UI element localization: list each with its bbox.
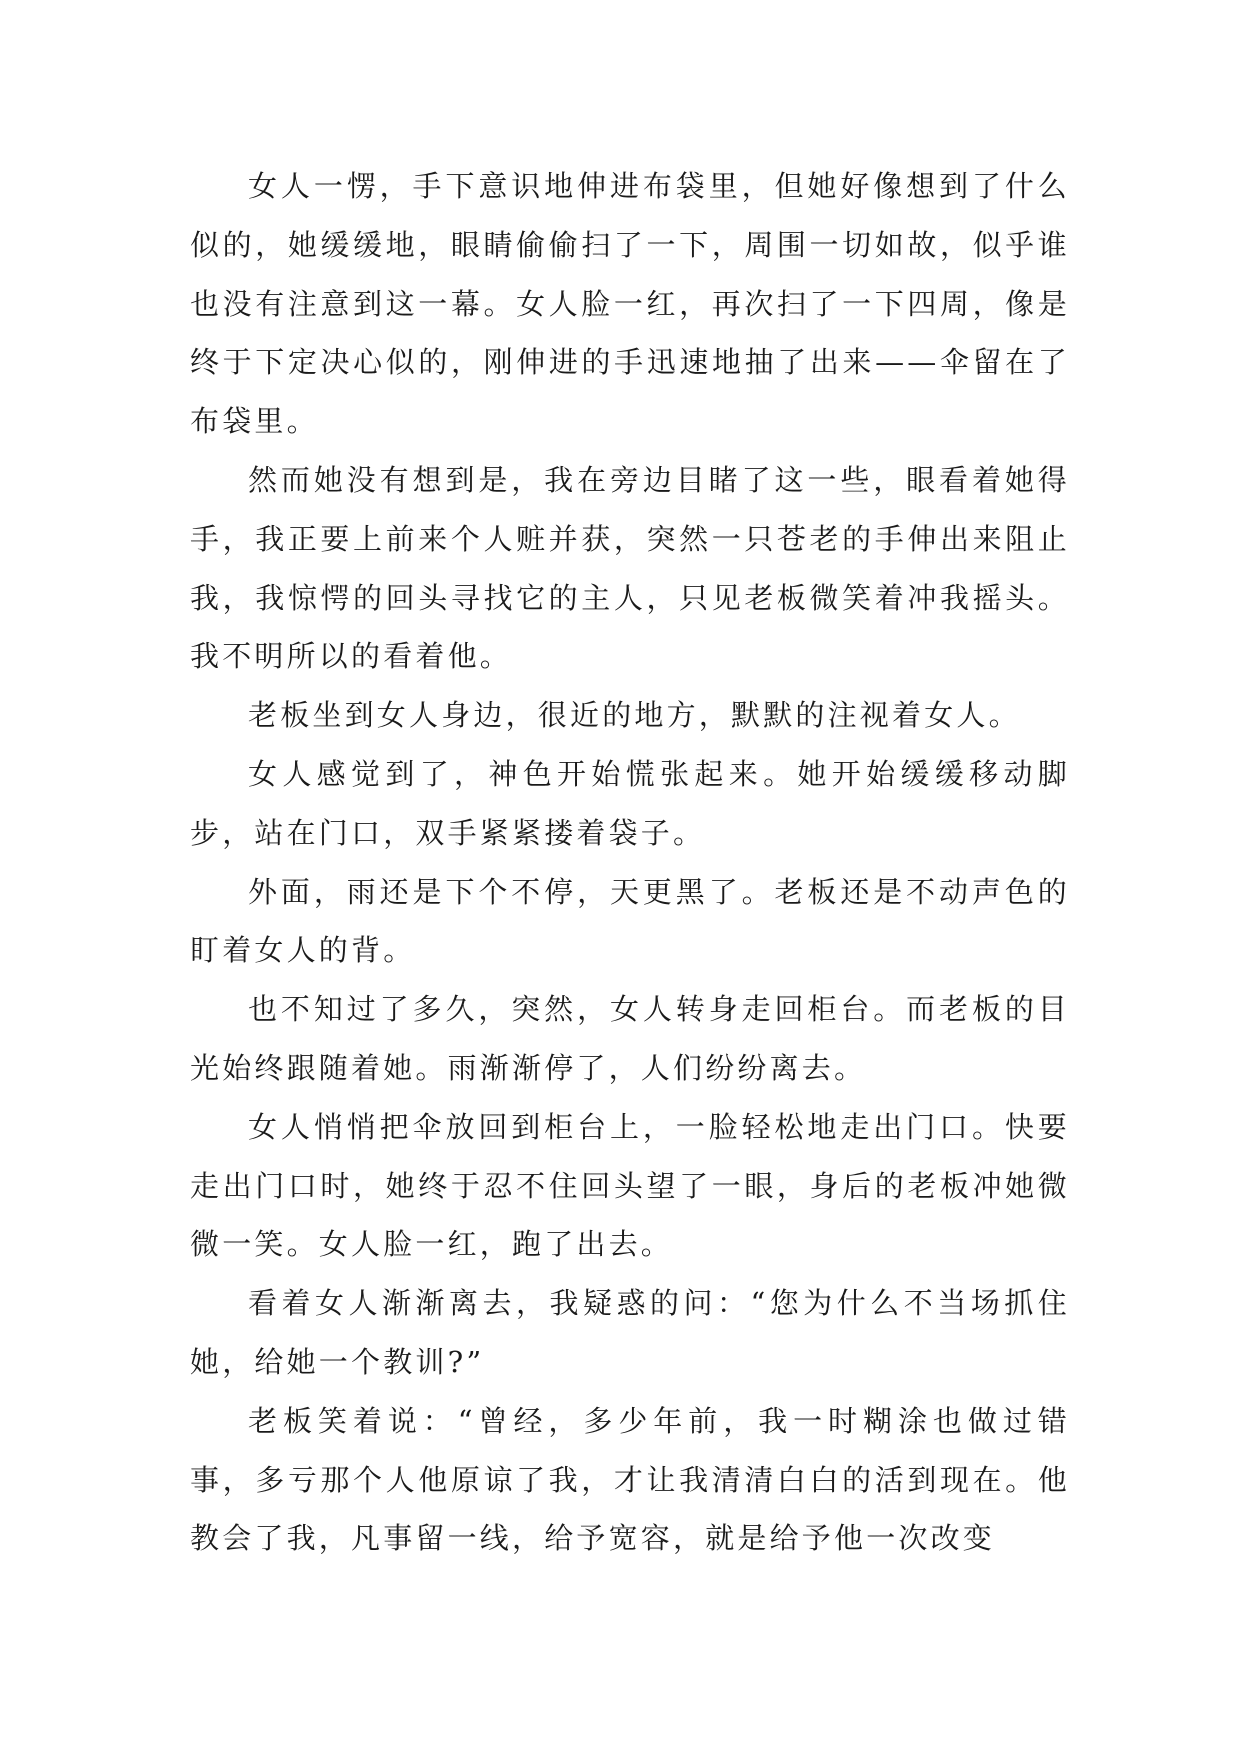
paragraph-6: 也不知过了多久，突然，女人转身走回柜台。而老板的目光始终跟随着她。雨渐渐停了，人们纷纷离去。 [190, 992, 1070, 1085]
paragraph-7: 女人悄悄把伞放回到柜台上，一脸轻松地走出门口。快要走出门口时，她终于忍不住回头望了一眼，身后的老板冲她微微一笑。女人脸一红，跑了出去。 [190, 1109, 1070, 1262]
paragraph-5: 外面，雨还是下个不停，天更黑了。老板还是不动声色的盯着女人的背。 [190, 874, 1070, 968]
paragraph-1: 女人一愣，手下意识地伸进布袋里，但她好像想到了什么似的，她缓缓地，眼睛偷偷扫了一下，周围一切如故，似乎谁也没有注意到这一幕。女人脸一红，再次扫了一下四周，像是终于下定决心似的，刚伸进的手迅速地抽了出来——伞留在了布袋里。 [190, 169, 1070, 439]
paragraph-3: 老板坐到女人身边，很近的地方，默默的注视着女人。 [248, 698, 1021, 733]
paragraph-2: 然而她没有想到是，我在旁边目睹了这一些，眼看着她得手，我正要上前来个人赃并获，突然一只苍老的手伸出来阻止我，我惊愕的回头寻找它的主人，只见老板微笑着冲我摇头。我不明所以的看着他。 [190, 462, 1070, 674]
document-body [190, 157, 1070, 1568]
paragraph-4: 女人感觉到了，神色开始慌张起来。她开始缓缓移动脚步，站在门口，双手紧紧搂着袋子。 [190, 756, 1070, 850]
paragraph-9: 老板笑着说：“曾经，多少年前，我一时糊涂也做过错事，多亏那个人他原谅了我，才让我清清白白的活到现在。他教会了我，凡事留一线，给予宽容，就是给予他一次改变 [190, 1403, 1070, 1556]
paragraph-8: 看着女人渐渐离去，我疑惑的问：“您为什么不当场抓住她，给她一个教训?” [190, 1286, 1070, 1379]
